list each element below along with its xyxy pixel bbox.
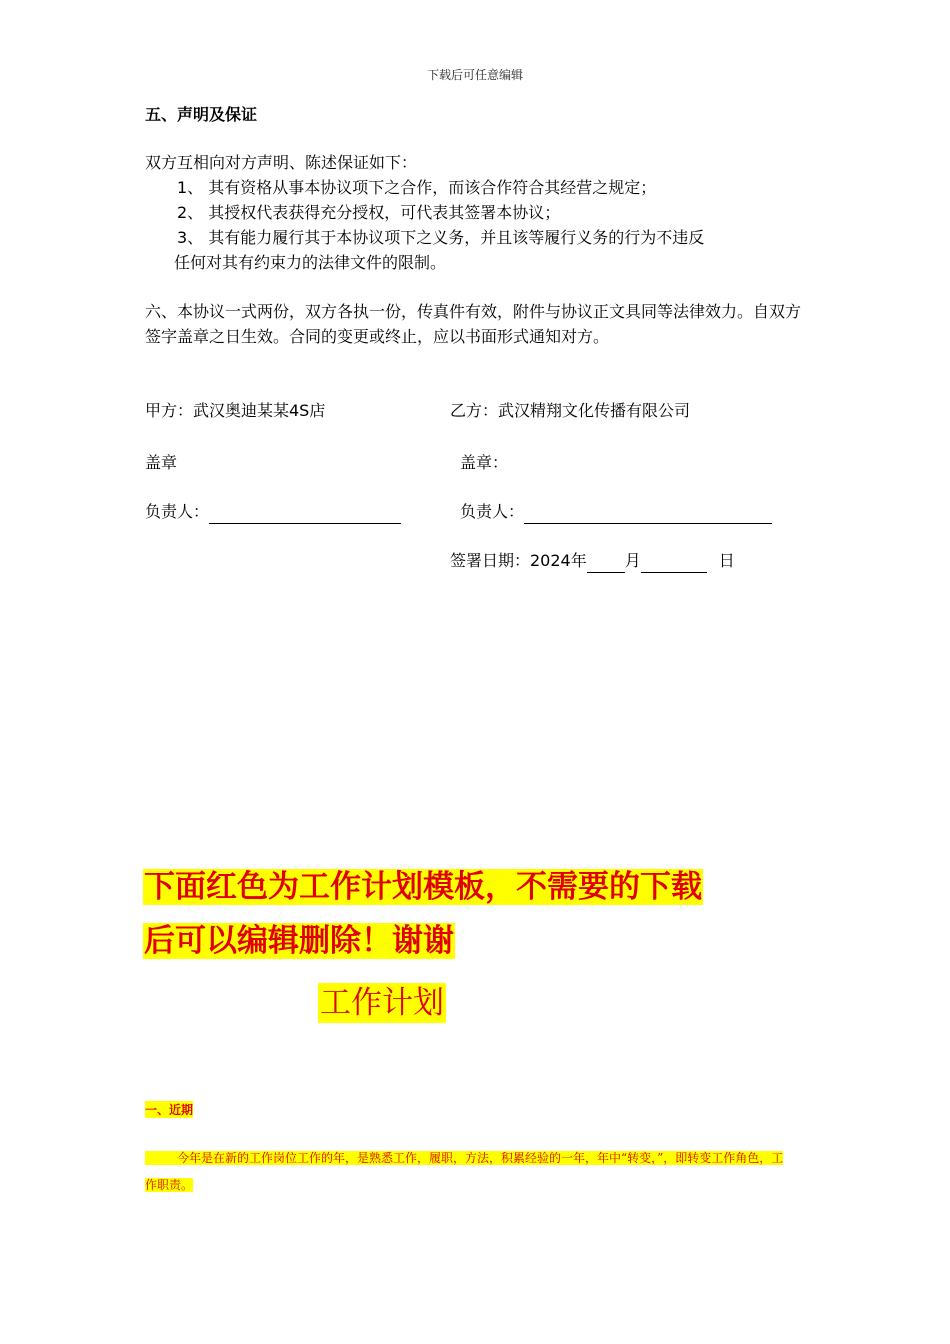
party-b: 乙方：武汉精翔文化传播有限公司 [450,401,691,420]
section6-text: 六、本协议一式两份，双方各执一份，传真件有效，附件与协议正文具同等法律效力。自双方签字盖章之日生效。合同的变更或终止，应以书面形式通知对方。 [145,302,802,346]
party-a: 甲方：武汉奥迪某某4S店 [145,401,326,420]
template-notice [143,860,803,968]
person-a-signature-line [209,503,401,524]
page-header: 下载后可任意编辑 [426,68,523,82]
section5-intro: 双方互相向对方声明、陈述保证如下： [145,153,418,172]
section5-item-2: 2、 其授权代表获得充分授权，可代表其签署本协议； [177,203,561,222]
person-a-row [145,499,401,524]
section5-item-3-line1: 3、 其有能力履行其于本协议项下之义务，并且该等履行义务的行为不违反 [177,228,705,247]
plan-paragraph-text: 今年是在新的工作岗位工作的年，是熟悉工作，履职，方法，积累经验的一年，年中“转变，”，即转变工作角色，工作职责。 [145,1151,784,1192]
month-blank [587,552,625,573]
template-notice-line2: 后可以编辑删除！谢谢 [144,923,454,959]
section5-item-3-line2: 任何对其有约束力的法律文件的限制。 [174,253,447,272]
section5-item-1: 1、 其有资格从事本协议项下之合作，而该合作符合其经营之规定； [177,178,657,197]
day-blank [641,552,707,573]
person-b-label: 负责人： [460,502,525,521]
plan-section1-title: 一、近期 [145,1103,194,1117]
person-b-row [460,499,772,524]
month-label: 月 [624,551,641,570]
person-b-signature-line [524,503,772,524]
seal-b: 盖章： [460,453,509,472]
day-label: 日 [718,551,735,570]
plan-title: 工作计划 [320,985,444,1021]
seal-a: 盖章 [145,453,178,472]
plan-paragraph [145,1145,795,1199]
template-notice-line1: 下面红色为工作计划模板，不需要的下载 [144,869,702,905]
section5-title: 五、声明及保证 [145,105,258,124]
person-a-label: 负责人： [145,502,210,521]
sign-date-label: 签署日期：2024年 [450,551,587,570]
sign-date-row [450,548,735,573]
